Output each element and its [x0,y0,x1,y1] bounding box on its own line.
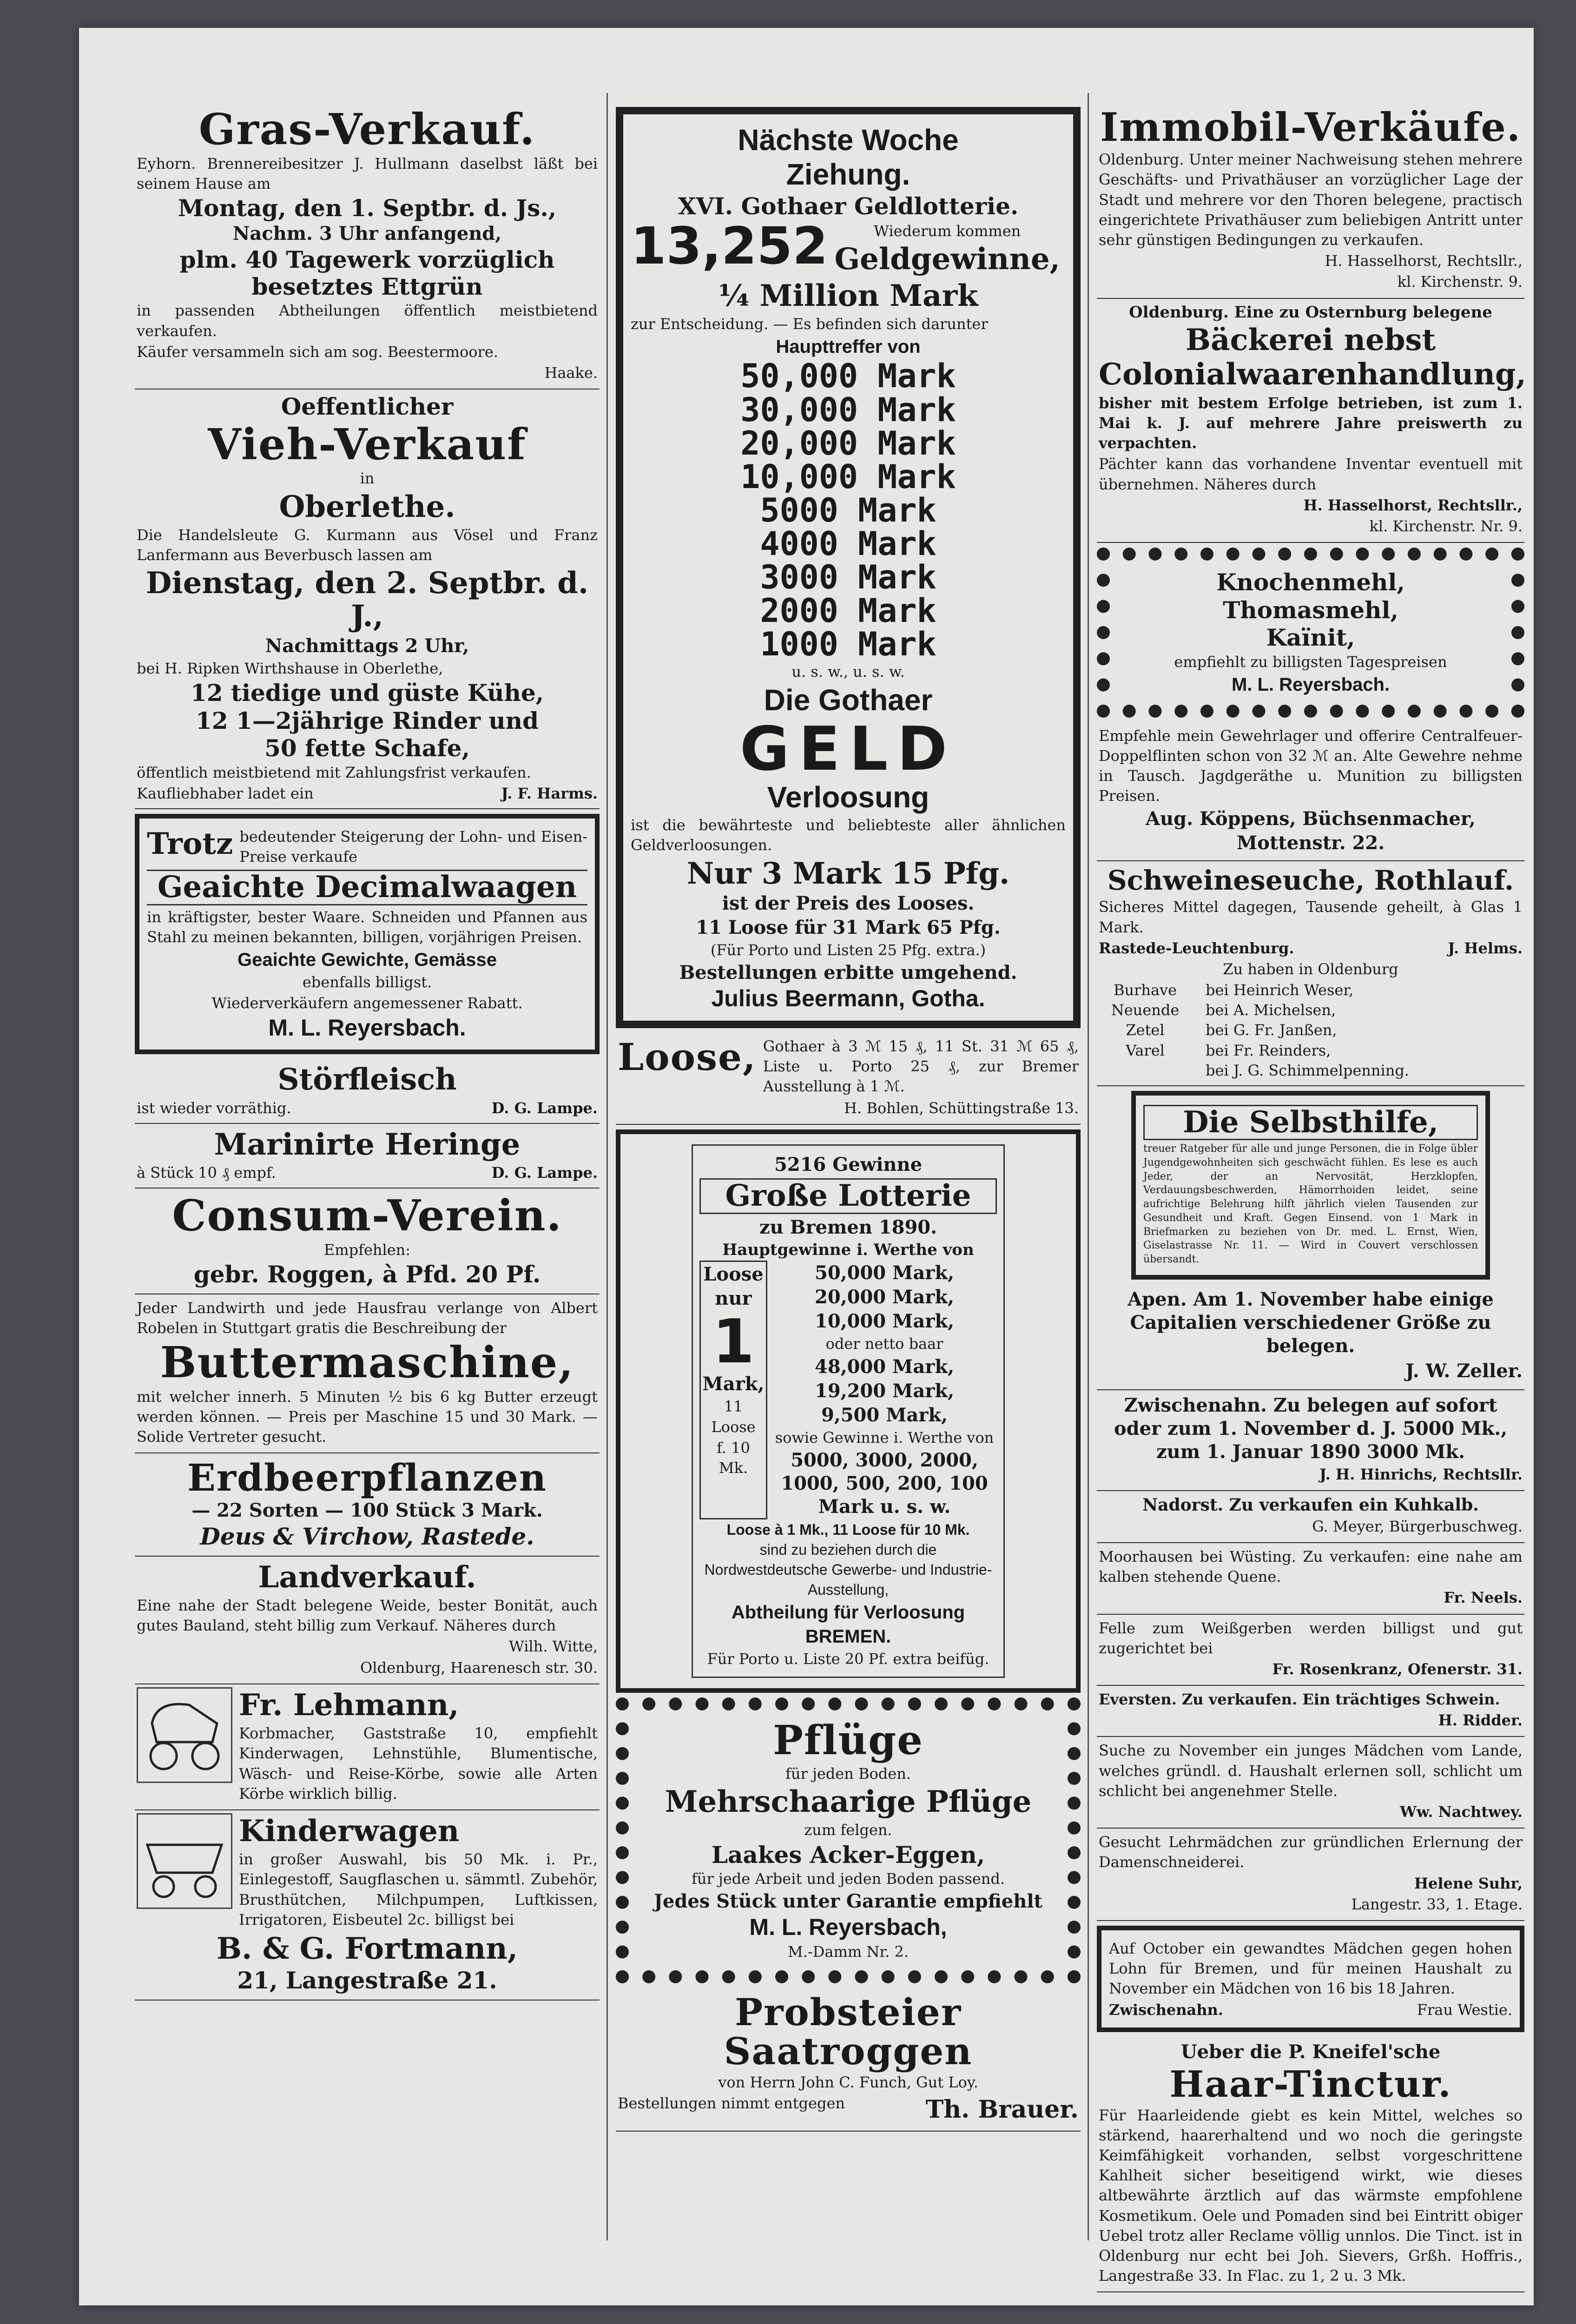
ad-signature: D. G. Lampe. [491,1164,598,1182]
ad-text: Suche zu November ein junges Mädchen vom Lande, welches gründl. d. Haushalt erlernen soll, schlicht um schlicht bei angenehmer Stelle. [1099,1742,1523,1800]
ad-text: von Herrn John C. Funch, Gut Loy. [718,2073,978,2091]
ad-text: Abtheilung für Verloosung [731,1602,965,1623]
prize-line: 3000 Mark [760,558,936,596]
ad-selbsthilfe [1131,1091,1490,1280]
ad-text: Verloosung [767,780,930,814]
ad-signature: Ww. Nachtwey. [1399,1803,1523,1821]
place-name: Varel [1126,1041,1165,1059]
ad-text: Wiederverkäufern angemessener Rabatt. [211,994,523,1012]
ad-trotz-waagen [135,814,600,1054]
ad-signature: Helene Suhr, [1414,1874,1523,1892]
ad-text: Moorhausen bei Wüsting. Zu verkaufen: eine nahe am kalben stehende Quene. [1099,1547,1523,1586]
ad-text: Oldenburg. Unter meiner Nachweisung stehen mehrere Geschäfts- und Privathäuser an vorzüglicher Lage der Stadt und mehrere vor den Thoren belegene, practisch eingerichtete Privathäuser zum beliebigen Antritt unter sehr günstigen Bedingungen zu verkaufen. [1099,151,1523,249]
prize-line: 50,000 Mark, [815,1262,954,1284]
pram-icon [137,1687,232,1783]
ad-date: Montag, den 1. Septbr. d. Js., [178,194,557,222]
ad-title: Vieh-Verkauf [208,419,527,469]
ad-title: Schweineseuche, Rothlauf. [1107,864,1514,896]
ad-signature: Fr. Neels. [1444,1589,1523,1607]
ad-firm: B. & G. Fortmann, [216,1931,518,1967]
ad-text: Eversten. Zu verkaufen. Ein trächtiges Schwein. [1099,1690,1500,1709]
ad-address: kl. Kirchenstr. 9. [1397,273,1523,291]
ad-signature: J. F. Harms. [501,784,598,802]
ad-text: Pächter kann das vorhandene Inventar eventuell mit übernehmen. Näheres durch [1099,455,1523,493]
ad-signature: Haake. [544,364,598,382]
ad-loose [616,1033,1081,1125]
ad-stoerfleisch [135,1059,600,1124]
ad-text: Geaichte Gewichte, Gemässe [237,950,497,971]
place-seller: bei G. Fr. Janßen, [1206,1021,1337,1039]
ad-immobil-verkaeufe [1097,102,1524,299]
ad-haar-tinctur [1097,2037,1524,2293]
ad-text: 5216 Gewinne [774,1154,923,1176]
ad-text: Korbmacher, Gaststraße 10, empfiehlt Kinderwagen, Lehnstühle, Blumentische, Wäsch- und Reise-Körbe, sowie alle Arten Körbe wirklich billig. [239,1724,598,1802]
ad-text: Hauptgewinne i. Werthe von [722,1240,974,1259]
ad-text: Loose à 1 Mk., 11 Loose für 10 Mk. [726,1521,970,1538]
ad-text: Zwischenahn. Zu belegen auf sofort oder zum 1. November d. J. 5000 Mk., zum 1. Januar 1890 3000 Mk. [1114,1394,1508,1463]
ad-title: Kinderwagen [239,1813,460,1849]
ad-gras-verkauf [135,102,600,390]
ad-item: 12 1—2jährige Rinder und [195,706,539,734]
ad-signature: Th. Brauer. [925,2095,1079,2124]
prize-line: 1000 Mark [760,625,936,664]
ad-text: Empfehle mein Gewehrlager und offerire Centralfeuer-Doppelflinten schon von 32 ℳ an. Alte Gewehre nehme in Tausch. Jagdgeräthe u. Munition zu billigsten Preisen. [1099,726,1523,805]
ad-signature: M. L. Reyersbach. [268,1014,466,1041]
ad-text: Apen. Am 1. November habe einige Capitalien verschiedener Größe zu belegen. [1128,1288,1494,1357]
ad-text: Die Gothaer [764,683,933,717]
ad-signature: M. L. Reyersbach. [1231,674,1390,695]
prize-line: 4000 Mark [760,524,936,563]
ad-saatroggen [616,1988,1081,2132]
ad-text: für jede Arbeit und jeden Boden passend. [692,1870,1005,1888]
column-2 [616,102,1081,2240]
ad-signature: J. W. Zeller. [1405,1360,1523,1382]
prize-line: 50,000 Mark [740,357,956,396]
ad-text: ist die bewährteste und beliebteste aller ähnlichen Geldverloosungen. [631,816,1066,854]
pram-icon [137,1813,232,1909]
ad-title: Buttermaschine, [160,1337,574,1387]
ad-zwischenahn [1097,1390,1524,1491]
ad-baeckerei [1097,299,1524,543]
ad-title: Störfleisch [277,1062,457,1097]
prize-line: 10,000 Mark [740,457,956,496]
ad-title: XVI. Gothaer Geldlotterie. [678,192,1019,220]
ad-text: Bestellungen nimmt entgegen [618,2094,845,2113]
ad-text: Nadorst. Zu verkaufen ein Kuhkalb. [1142,1495,1479,1515]
ad-text: empfiehlt zu billigsten Tagespreisen [1174,653,1447,671]
ad-title: Probsteier Saatroggen [724,1990,973,2073]
ad-felle [1097,1615,1524,1686]
prize-line: oder netto baar [825,1335,943,1353]
ad-pretitle: Ueber die P. Kneifel'sche [1180,2040,1441,2063]
ad-text: Oldenburg. Eine zu Osternburg belegene [1129,303,1492,322]
ad-time: Nachm. 3 Uhr anfangend, [232,223,502,245]
newspaper-page [79,28,1534,2305]
ad-text: Käufer versammeln sich am sog. Beestermoore. [137,343,498,361]
ad-buttermaschine [135,1294,600,1454]
pram-icon [138,1822,231,1901]
ad-title: Landverkauf. [258,1559,476,1595]
ad-number: 13,252 [631,216,828,276]
ad-text: in passenden Abtheilungen öffentlich meistbietend verkaufen. [137,302,598,340]
ad-place: Oberlethe. [279,489,455,524]
ad-address: kl. Kirchenstr. Nr. 9. [1369,517,1523,535]
ad-offer: plm. 40 Tagewerk vorzüglich besetztes Ettgrün [179,246,555,300]
ad-text: nur [715,1287,752,1310]
ad-gewehrlager [1097,722,1524,861]
ad-signature: H. Hasselhorst, Rechtsllr., [1325,252,1523,270]
place-name [1099,1061,1192,1081]
ad-text: Nächste Woche [738,123,959,157]
loose-price-box [699,1261,767,1519]
ad-signature: J. H. Hinrichs, Rechtsllr. [1319,1465,1523,1483]
ad-text: Jedes Stück unter Garantie empfiehlt [654,1890,1042,1913]
ad-knochenmehl [1097,548,1524,718]
ad-title: Fr. Lehmann, [239,1687,459,1723]
ad-text: in kräftigster, bester Waare. Schneiden und Pfannen aus Stahl zu meinen bekannten, billigen, vorjährigen Preisen. [147,908,587,946]
ad-address: Oldenburg, Haarenesch str. 30. [360,1658,598,1677]
ad-text: ¼ Million Mark [718,278,978,313]
ad-grosse-lotterie [616,1129,1081,1693]
place-seller: bei Fr. Reinders, [1206,1041,1331,1059]
ad-text: Eine nahe der Stadt belegene Weide, bester Bonität, auch gutes Bauland, steht billig zum Verkauf. Näheres durch [137,1596,598,1635]
ad-signature: Deus & Virchow, Rastede. [200,1523,534,1551]
ad-text: Bestellungen erbitte umgehend. [679,962,1017,984]
ad-text: BREMEN. [805,1626,891,1647]
ad-eversten [1097,1686,1524,1737]
ad-signature: M. L. Reyersbach, [749,1914,947,1941]
ad-text: bedeutender Steigerung der Lohn- und Eisen-Preise verkaufe [239,828,587,866]
ad-text: — 22 Sorten — 100 Stück 3 Mark. [191,1499,543,1522]
ad-text: Rastede-Leuchtenburg. [1099,939,1294,957]
ad-title: Große Lotterie [699,1178,997,1214]
ad-offer: gebr. Roggen, à Pfd. 20 Pf. [193,1261,541,1288]
ad-address: 21, Langestraße 21. [237,1967,497,1994]
column-rule [607,93,608,2240]
ad-text: f. 10 Mk. [717,1439,750,1477]
ad-signature: H. Ridder. [1438,1711,1523,1730]
ad-time: Nachmittags 2 Uhr, [265,635,469,657]
ad-pretitle: Oeffentlicher [281,393,454,421]
ad-moorhausen [1097,1543,1524,1615]
ad-october-maedchen [1097,1926,1524,2032]
prize-line: 48,000 Mark, [815,1355,954,1378]
ad-heading: Geaichte Decimalwaagen [147,870,587,905]
ad-signature: Aug. Köppens, Büchsenmacher, [1146,807,1476,830]
ad-text: zu Bremen 1890. [759,1216,937,1238]
ad-text: Kaufliebhaber ladet ein [137,784,314,802]
ad-text: Gesucht Lehrmädchen zur gründlichen Erlernung der Damenschneiderei. [1099,1833,1523,1871]
ad-place: Zwischenahn. [1109,2000,1223,2019]
pram-icon [138,1696,231,1775]
ad-text: Ziehung. [786,158,910,191]
ad-text: in großer Auswahl, bis 50 Mk. i. Pr., Einlegestoff, Saugflaschen u. sämmtl. Zubehör, Brusthütchen, Milchpumpen, Luftkissen, Irrigatoren, Eisbeutel 2c. billigst bei [239,1850,598,1928]
ad-text: ebenfalls billigst. [302,973,432,991]
ad-item: 12 tiedige und güste Kühe, [190,679,544,707]
ad-text: Kaïnit, [1266,624,1355,652]
column-3 [1097,102,1526,2285]
ad-text: Felle zum Weißgerben werden billigst und gut zugerichtet bei [1099,1619,1523,1657]
ad-text: Jeder Landwirth und jede Hausfrau verlange von Albert Robelen in Stuttgart gratis die Beschreibung der [137,1299,598,1337]
ad-text: Loose [703,1263,764,1286]
ad-title: Haar-Tinctur. [1169,2063,1452,2106]
prize-line: 5000 Mark [760,491,936,529]
ad-price: Nur 3 Mark 15 Pfg. [686,856,1010,891]
ad-date: Dienstag, den 2. Septbr. d. J., [145,566,589,634]
ad-text: Die Handelsleute G. Kurmann aus Vösel und Franz Lanfermann aus Beverbusch lassen am [137,526,598,564]
ad-signature: H. Hasselhorst, Rechtsllr., [1303,496,1523,514]
ad-address: Langestr. 33, 1. Etage. [1351,1895,1523,1913]
ad-nadorst [1097,1491,1524,1543]
ad-text: 5000, 3000, 2000, 1000, 500, 200, 100 Mark u. s. w. [781,1449,988,1518]
ad-title: Immobil-Verkäufe. [1100,104,1522,150]
ad-text: Geldgewinne, [834,242,1060,277]
ad-text: 11 Loose [711,1398,756,1436]
ad-text: öffentlich meistbietend mit Zahlungsfrist verkaufen. [137,763,531,781]
ad-title: Erdbeerpflanzen [187,1456,547,1500]
ad-schweineseuche [1097,861,1524,1086]
column-rule [1088,93,1089,2240]
ad-signature: Fr. Rosenkranz, Ofenerstr. 31. [1272,1660,1523,1678]
ad-text: in [360,469,375,488]
prize-line: 9,500 Mark, [821,1404,948,1426]
ad-text: à Stück 10 ₰ empf. [137,1164,276,1182]
ad-text: Für Haarleidende giebt es kein Mittel, welches so stärkend, haarerhaltend und wo noch die geringste Keimfähigkeit vorhanden, selbst vorgeschrittene Kahlheit sicher beseitigend wirkt, wie dieses altbewährte ärztlich auf das wärmste empfohlene Kosmetikum. Oele und Pomaden sind bei Eintritt obiger Uebel trotz aller Reclame völlig unnlos. Die Tinct. ist in Oldenburg nur echt bei Joh. Sievers, Grßh. Hoffris., Langestraße 33. In Flac. zu 1, 2 u. 3 Mk. [1099,2106,1523,2285]
ad-text: mit welcher innerh. 5 Minuten ½ bis 6 kg Butter erzeugt werden können. — Preis per Maschine 15 und 30 Mark. — Solide Vertreter gesucht. [137,1387,598,1446]
ad-text: bisher mit bestem Erfolge betrieben, ist zum 1. Mai k. J. auf mehrere Jahre preiswerth zu verpachten. [1099,394,1523,452]
ad-text: zum felgen. [804,1821,892,1839]
ad-title: Marinirte Heringe [214,1127,521,1162]
ad-item: 50 fette Schafe, [264,734,470,762]
ad-signature: G. Meyer, Bürgerbuschweg. [1312,1517,1523,1535]
ad-text: Sicheres Mittel dagegen, Tausende geheilt, à Glas 1 Mark. [1099,898,1523,936]
ad-text: Gothaer à 3 ℳ 15 ₰, 11 St. 31 ℳ 65 ₰, Liste u. Porto 25 ₰, zur Bremer Ausstellung à 1 ℳ. [763,1037,1079,1096]
ad-maedchen-gesucht [1097,1737,1524,1829]
place-name: Neuende [1111,1001,1180,1019]
place-name: Burhave [1113,981,1177,999]
ad-text: Thomasmehl, [1223,596,1398,624]
prize-line: 20,000 Mark, [815,1286,954,1308]
ad-signature: Julius Beermann, Gotha. [711,985,985,1012]
place-seller: bei J. G. Schimmelpenning. [1206,1061,1409,1079]
ad-text: sind zu beziehen durch die Nordwestdeutsche Gewerbe- und Industrie-Ausstellung, [704,1541,992,1598]
ad-text: ist der Preis des Looses. [722,892,975,915]
prize-line: 2000 Mark [760,592,936,630]
ad-kinderwagen [135,1810,600,2000]
ad-text: Auf October ein gewandtes Mädchen gegen hohen Lohn für Bremen, und für meinen Haushalt zu November ein Mädchen von 16 bis 18 Jahren. [1109,1939,1512,1998]
ad-text: bei H. Ripken Wirthshause in Oberlethe, [137,660,443,678]
ad-address: M.-Damm Nr. 2. [788,1942,909,1961]
ad-title: Gras-Verkauf. [198,104,536,154]
ad-heading: Laakes Acker-Eggen, [711,1841,985,1868]
ad-consum-verein [135,1188,600,1294]
ad-text: Eyhorn. Brennereibesitzer J. Hullmann daselbst läßt bei seinem Hause am [137,154,598,192]
ad-heringe [135,1124,600,1189]
ad-text: Wiederum kommen [874,222,1021,240]
ad-signature: Wilh. Witte, [508,1637,598,1656]
prize-line: 10,000 Mark, [815,1310,954,1333]
ad-title: Pflüge [773,1717,923,1764]
ad-title: Colonialwaarenhandlung, [1099,357,1526,392]
ad-text: 11 Loose für 31 Mark 65 Pfg. [696,917,1001,939]
ad-text: Knochenmehl, [1216,568,1405,596]
ad-signature: J. Helms. [1448,939,1523,957]
ad-text: Für Porto u. Liste 20 Pf. extra beifüg. [707,1650,989,1668]
ad-text: Haupttreffer von [776,337,921,357]
column-1 [135,102,600,2240]
ad-address: Mottenstr. 22. [1236,832,1385,854]
place-name: Zetel [1126,1021,1165,1039]
prize-line: 20,000 Mark [740,424,956,462]
ad-lehmann [135,1684,600,1810]
place-seller: bei Heinrich Weser, [1206,981,1354,999]
ad-heading: Mehrschaarige Pflüge [665,1784,1032,1819]
ad-signature: Frau Westie. [1417,2000,1512,2019]
ad-gothaer-lotterie [616,107,1081,1028]
ad-big-number: 1 [712,1306,755,1377]
ad-text: sowie Gewinne i. Werthe von [775,1428,994,1446]
ad-pfluege [616,1697,1081,1983]
ad-vieh-verkauf [135,390,600,809]
ad-text: Empfehlen: [323,1241,411,1259]
prize-line: 19,200 Mark, [815,1380,954,1402]
prize-line: 30,000 Mark [740,390,956,429]
ad-signature: H. Bohlen, Schüttingstraße 13. [844,1099,1079,1117]
ad-title: Loose, [618,1035,757,1079]
ad-title: Bäckerei nebst [1185,323,1436,357]
ad-text: Zu haben in Oldenburg [1223,960,1398,978]
ad-title: Die Selbsthilfe, [1143,1105,1478,1140]
ad-title: Trotz [147,826,233,862]
ad-text: u. s. w., u. s. w. [791,663,905,681]
ad-signature: D. G. Lampe. [491,1099,598,1117]
ad-big-word: GELD [739,713,957,784]
ad-erdbeerpflanzen [135,1453,600,1557]
ad-text: ist wieder vorräthig. [137,1099,291,1117]
ad-title: Consum-Verein. [172,1190,562,1241]
ad-text: treuer Ratgeber für alle und junge Personen, die in Folge übler Jugendgewohnheiten sich geschwächt fühlen. Es lese es auch Jeder, der an Nervosität, Herzklopfen, Verdauungsbeschwerden, Hämorrhoiden leidet, seine aufrichtige Belehrung hilft jährlich vielen Tausenden zur Gesundheit und Kraft. Gegen Einsend. von 1 Mark in Briefmarken zu beziehen von Dr. med. L. Ernst, Wien, Giselastrasse Nr. 11. — Wird in Couvert verschlossen übersandt. [1143,1143,1478,1265]
ad-lehrmaedchen [1097,1829,1524,1921]
ad-landverkauf [135,1557,600,1684]
ad-text: Mark, [702,1373,765,1395]
ad-apen [1097,1284,1524,1390]
ad-text: (Für Porto und Listen 25 Pfg. extra.) [710,941,986,959]
ad-text: für jeden Boden. [785,1764,911,1783]
place-seller: bei A. Michelsen, [1206,1001,1336,1019]
ad-text: zur Entscheidung. — Es befinden sich darunter [631,315,988,333]
